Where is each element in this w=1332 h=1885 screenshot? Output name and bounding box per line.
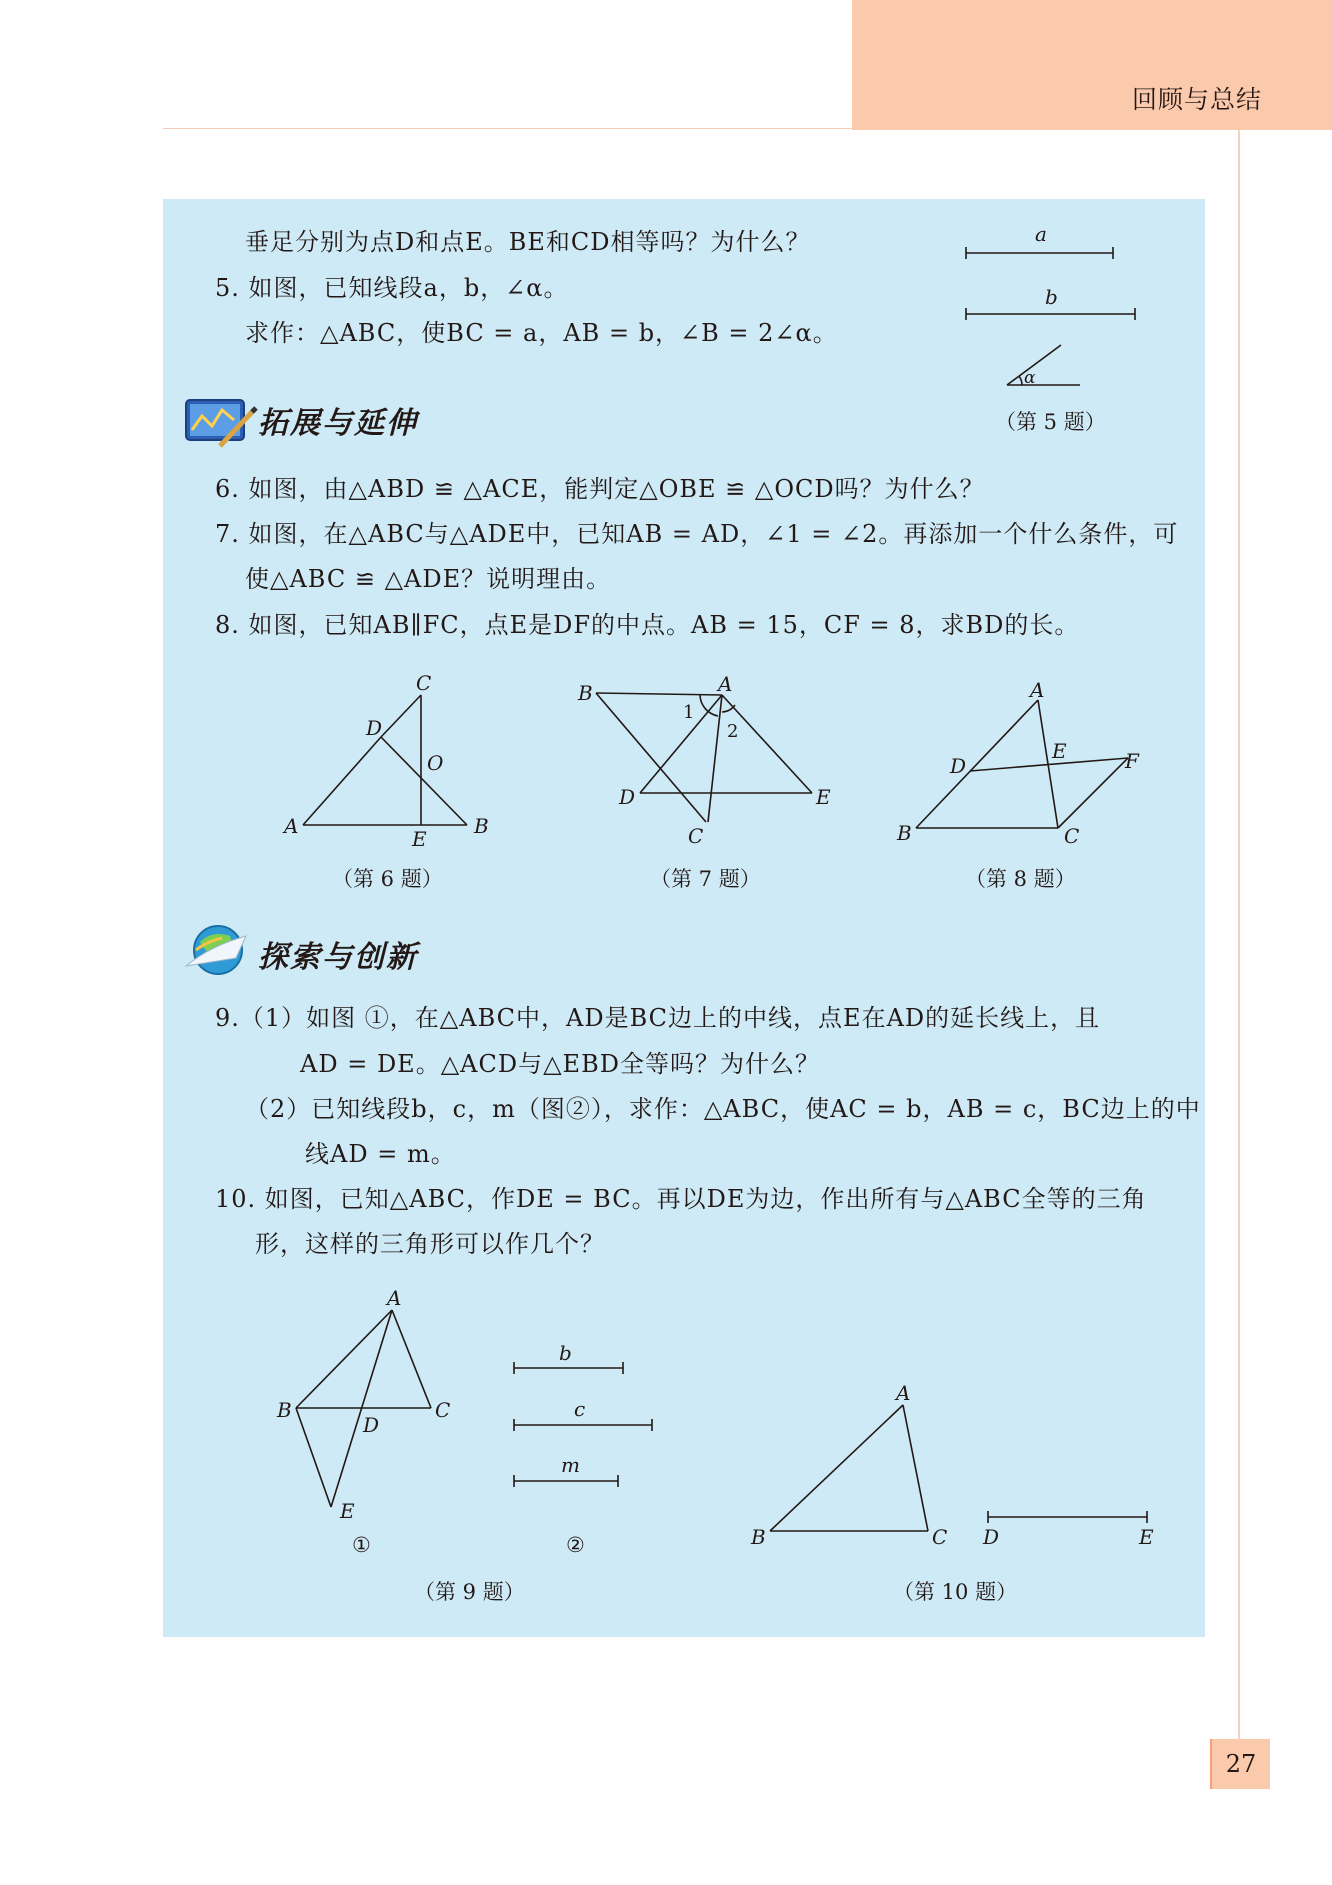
fig8-diagram: [916, 700, 1128, 828]
caption-fig9-sub2: ②: [566, 1533, 585, 1557]
fig6-label-E: E: [412, 827, 427, 851]
fig9b-label-b: b: [559, 1341, 572, 1365]
caption-fig9-sub1: ①: [352, 1533, 371, 1557]
fig9b-label-m: m: [561, 1453, 580, 1477]
fig8-label-E: E: [1052, 739, 1067, 763]
fig10-label-C: C: [932, 1525, 948, 1549]
fig5-label-a: a: [1035, 222, 1047, 246]
fig10-label-E: E: [1139, 1525, 1154, 1549]
caption-fig8: （第 8 题）: [965, 867, 1076, 891]
fig5-label-b: b: [1045, 285, 1058, 309]
fig6-label-B: B: [474, 814, 489, 838]
problem-5-line1: 5. 如图，已知线段a，b，∠α。: [215, 274, 569, 302]
problem-9-2-line2: 线AD = m。: [305, 1140, 456, 1168]
caption-fig5: （第 5 题）: [995, 410, 1106, 434]
caption-fig10: （第 10 题）: [893, 1580, 1018, 1604]
fig10-triangle: [770, 1405, 928, 1531]
fig9a-label-E: E: [340, 1499, 355, 1523]
problem-10-line1: 10. 如图，已知△ABC，作DE = BC。再以DE为边，作出所有与△ABC全等的三角: [215, 1185, 1147, 1213]
fig9a-label-D: D: [363, 1413, 380, 1437]
problem-9-1-line1: 9.（1）如图 ①，在△ABC中，AD是BC边上的中线，点E在AD的延长线上，且: [215, 1004, 1101, 1032]
section-explore-title: 探索与创新: [258, 940, 418, 975]
fig7-label-A: A: [718, 672, 733, 696]
chapter-title: 回顾与总结: [1131, 85, 1262, 114]
fig10-segment-de: [988, 1511, 1147, 1523]
fig7-label-C: C: [688, 824, 704, 848]
fig6-diagram: [303, 695, 470, 825]
fig7-label-1: 1: [683, 702, 695, 723]
fig7-label-E: E: [816, 785, 831, 809]
fig8-label-F: F: [1125, 749, 1139, 773]
fig9a-label-A: A: [387, 1286, 402, 1310]
problem-5-line2: 求作：△ABC，使BC = a，AB = b，∠B = 2∠α。: [245, 319, 838, 347]
fig7-label-B: B: [578, 681, 593, 705]
fig8-label-A: A: [1030, 678, 1045, 702]
caption-fig6: （第 6 题）: [332, 867, 443, 891]
problem-7-line2: 使△ABC ≌ △ADE？说明理由。: [245, 565, 612, 593]
fig9a-label-B: B: [277, 1398, 292, 1422]
problem-9-2-line1: （2）已知线段b，c，m（图②），求作：△ABC，使AC = b，AB = c，BC边上的中: [245, 1095, 1201, 1123]
fig7-label-D: D: [619, 785, 636, 809]
page-number: 27: [1210, 1739, 1270, 1789]
problem-8: 8. 如图，已知AB∥FC，点E是DF的中点。AB = 15，CF = 8，求BD的长。: [215, 611, 1080, 639]
fig10-label-D: D: [983, 1525, 1000, 1549]
caption-fig9: （第 9 题）: [414, 1580, 525, 1604]
fig8-label-B: B: [897, 821, 912, 845]
caption-fig7: （第 7 题）: [650, 867, 761, 891]
fig5-angle-alpha: [1007, 345, 1080, 385]
section-extend-title: 拓展与延伸: [258, 406, 418, 441]
fig5-segment-b: [966, 308, 1135, 320]
fig7-label-2: 2: [727, 721, 739, 742]
problem-6: 6. 如图，由△ABD ≌ △ACE，能判定△OBE ≌ △OCD吗？为什么？: [215, 475, 985, 503]
fig9a-diagram: [296, 1310, 431, 1507]
fig6-label-C: C: [416, 671, 432, 695]
fig5-segment-a: [966, 247, 1113, 259]
problem-10-line2: 形，这样的三角形可以作几个？: [255, 1230, 605, 1258]
fig9b-label-c: c: [574, 1397, 586, 1421]
fig6-label-A: A: [284, 814, 299, 838]
fig8-label-D: D: [950, 754, 967, 778]
problem-4-tail: 垂足分别为点D和点E。BE和CD相等吗？为什么？: [245, 228, 811, 256]
fig5-label-alpha: α: [1024, 368, 1036, 388]
fig10-label-A: A: [896, 1381, 911, 1405]
fig9a-label-C: C: [435, 1398, 451, 1422]
fig8-label-C: C: [1064, 824, 1080, 848]
problem-9-1-line2: AD = DE。△ACD与△EBD全等吗？为什么？: [300, 1050, 820, 1078]
fig6-label-O: O: [427, 751, 444, 775]
fig6-label-D: D: [366, 716, 383, 740]
fig10-label-B: B: [751, 1525, 766, 1549]
problem-7-line1: 7. 如图，在△ABC与△ADE中，已知AB = AD，∠1 = ∠2。再添加一个什么条件，可: [215, 520, 1179, 548]
